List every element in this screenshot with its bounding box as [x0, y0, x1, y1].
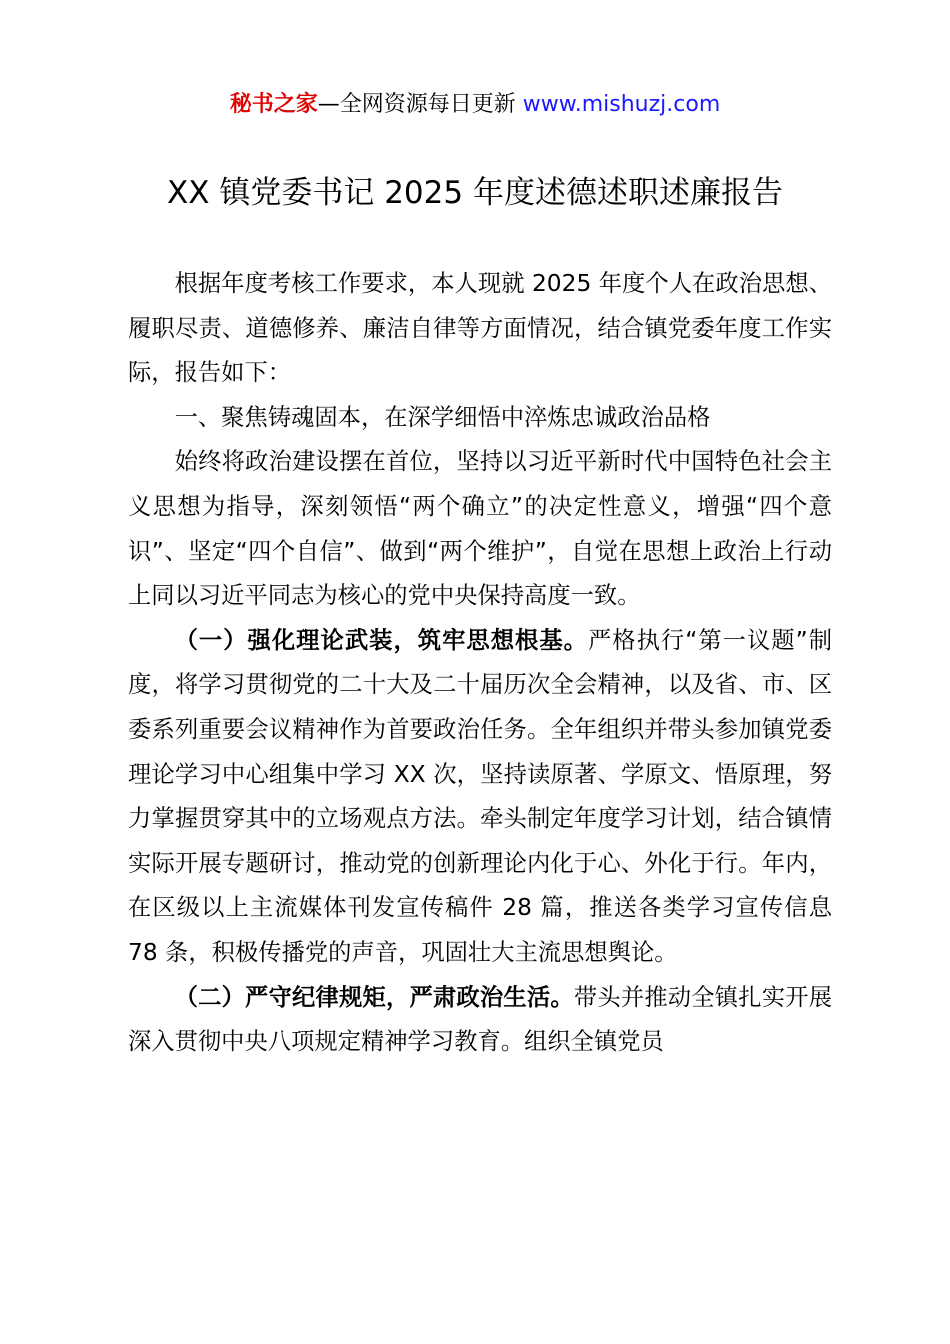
- slogan: —全网资源每日更新: [317, 92, 523, 117]
- site-header: [0, 88, 950, 122]
- subsection-body-2: 带头并推动全镇扎实开展深入贯彻中央八项规定精神学习教育。组织全镇党员: [128, 983, 833, 1056]
- section-heading: 一、聚焦铸魂固本，在深学细悟中淬炼忠诚政治品格: [174, 403, 711, 431]
- section-paragraph: 始终将政治建设摆在首位，坚持以习近平新时代中国特色社会主义思想为指导，深刻领悟“两个确立”的决定性意义，增强“四个意识”、坚定“四个自信”、做到“两个维护”，自觉在思想上政治上行动上同以习近平同志为核心的党中央保持高度一致。: [128, 448, 832, 610]
- site-link[interactable]: www.mishuzj.com: [522, 92, 721, 117]
- intro-paragraph: 根据年度考核工作要求，本人现就 2025 年度个人在政治思想、履职尽责、道德修养、廉洁自律等方面情况，结合镇党委年度工作实际，报告如下：: [128, 270, 832, 387]
- subsection-paragraph-2: [128, 976, 832, 1065]
- document-title: XX 镇党委书记 2025 年度述德述职述廉报告: [167, 175, 783, 211]
- brand-name: 秘书之家: [229, 92, 318, 117]
- subsection-heading-2: （二）严守纪律规矩，严肃政治生活。: [174, 983, 574, 1011]
- subsection-paragraph-1: [128, 619, 832, 976]
- subsection-body-1: 严格执行“第一议题”制度，将学习贯彻党的二十大及二十届历次全会精神，以及省、市、区委系列重要会议精神作为首要政治任务。全年组织并带头参加镇党委理论学习中心组集中学习 XX 次，坚持读原著、学原文、悟原理，努力掌握贯穿其中的立场观点方法。牵头制定年度学习计划，结合镇情实际开展专题研讨，推动党的创新理论内化于心、外化于行。年内，在区级以上主流媒体刊发宣传稿件 28 篇，推送各类学习宣传信息 78 条，积极传播党的声音，巩固壮大主流思想舆论。: [128, 626, 832, 966]
- subsection-heading-1: （一）强化理论武装，筑牢思想根基。: [174, 626, 588, 654]
- document-body: [128, 262, 832, 1065]
